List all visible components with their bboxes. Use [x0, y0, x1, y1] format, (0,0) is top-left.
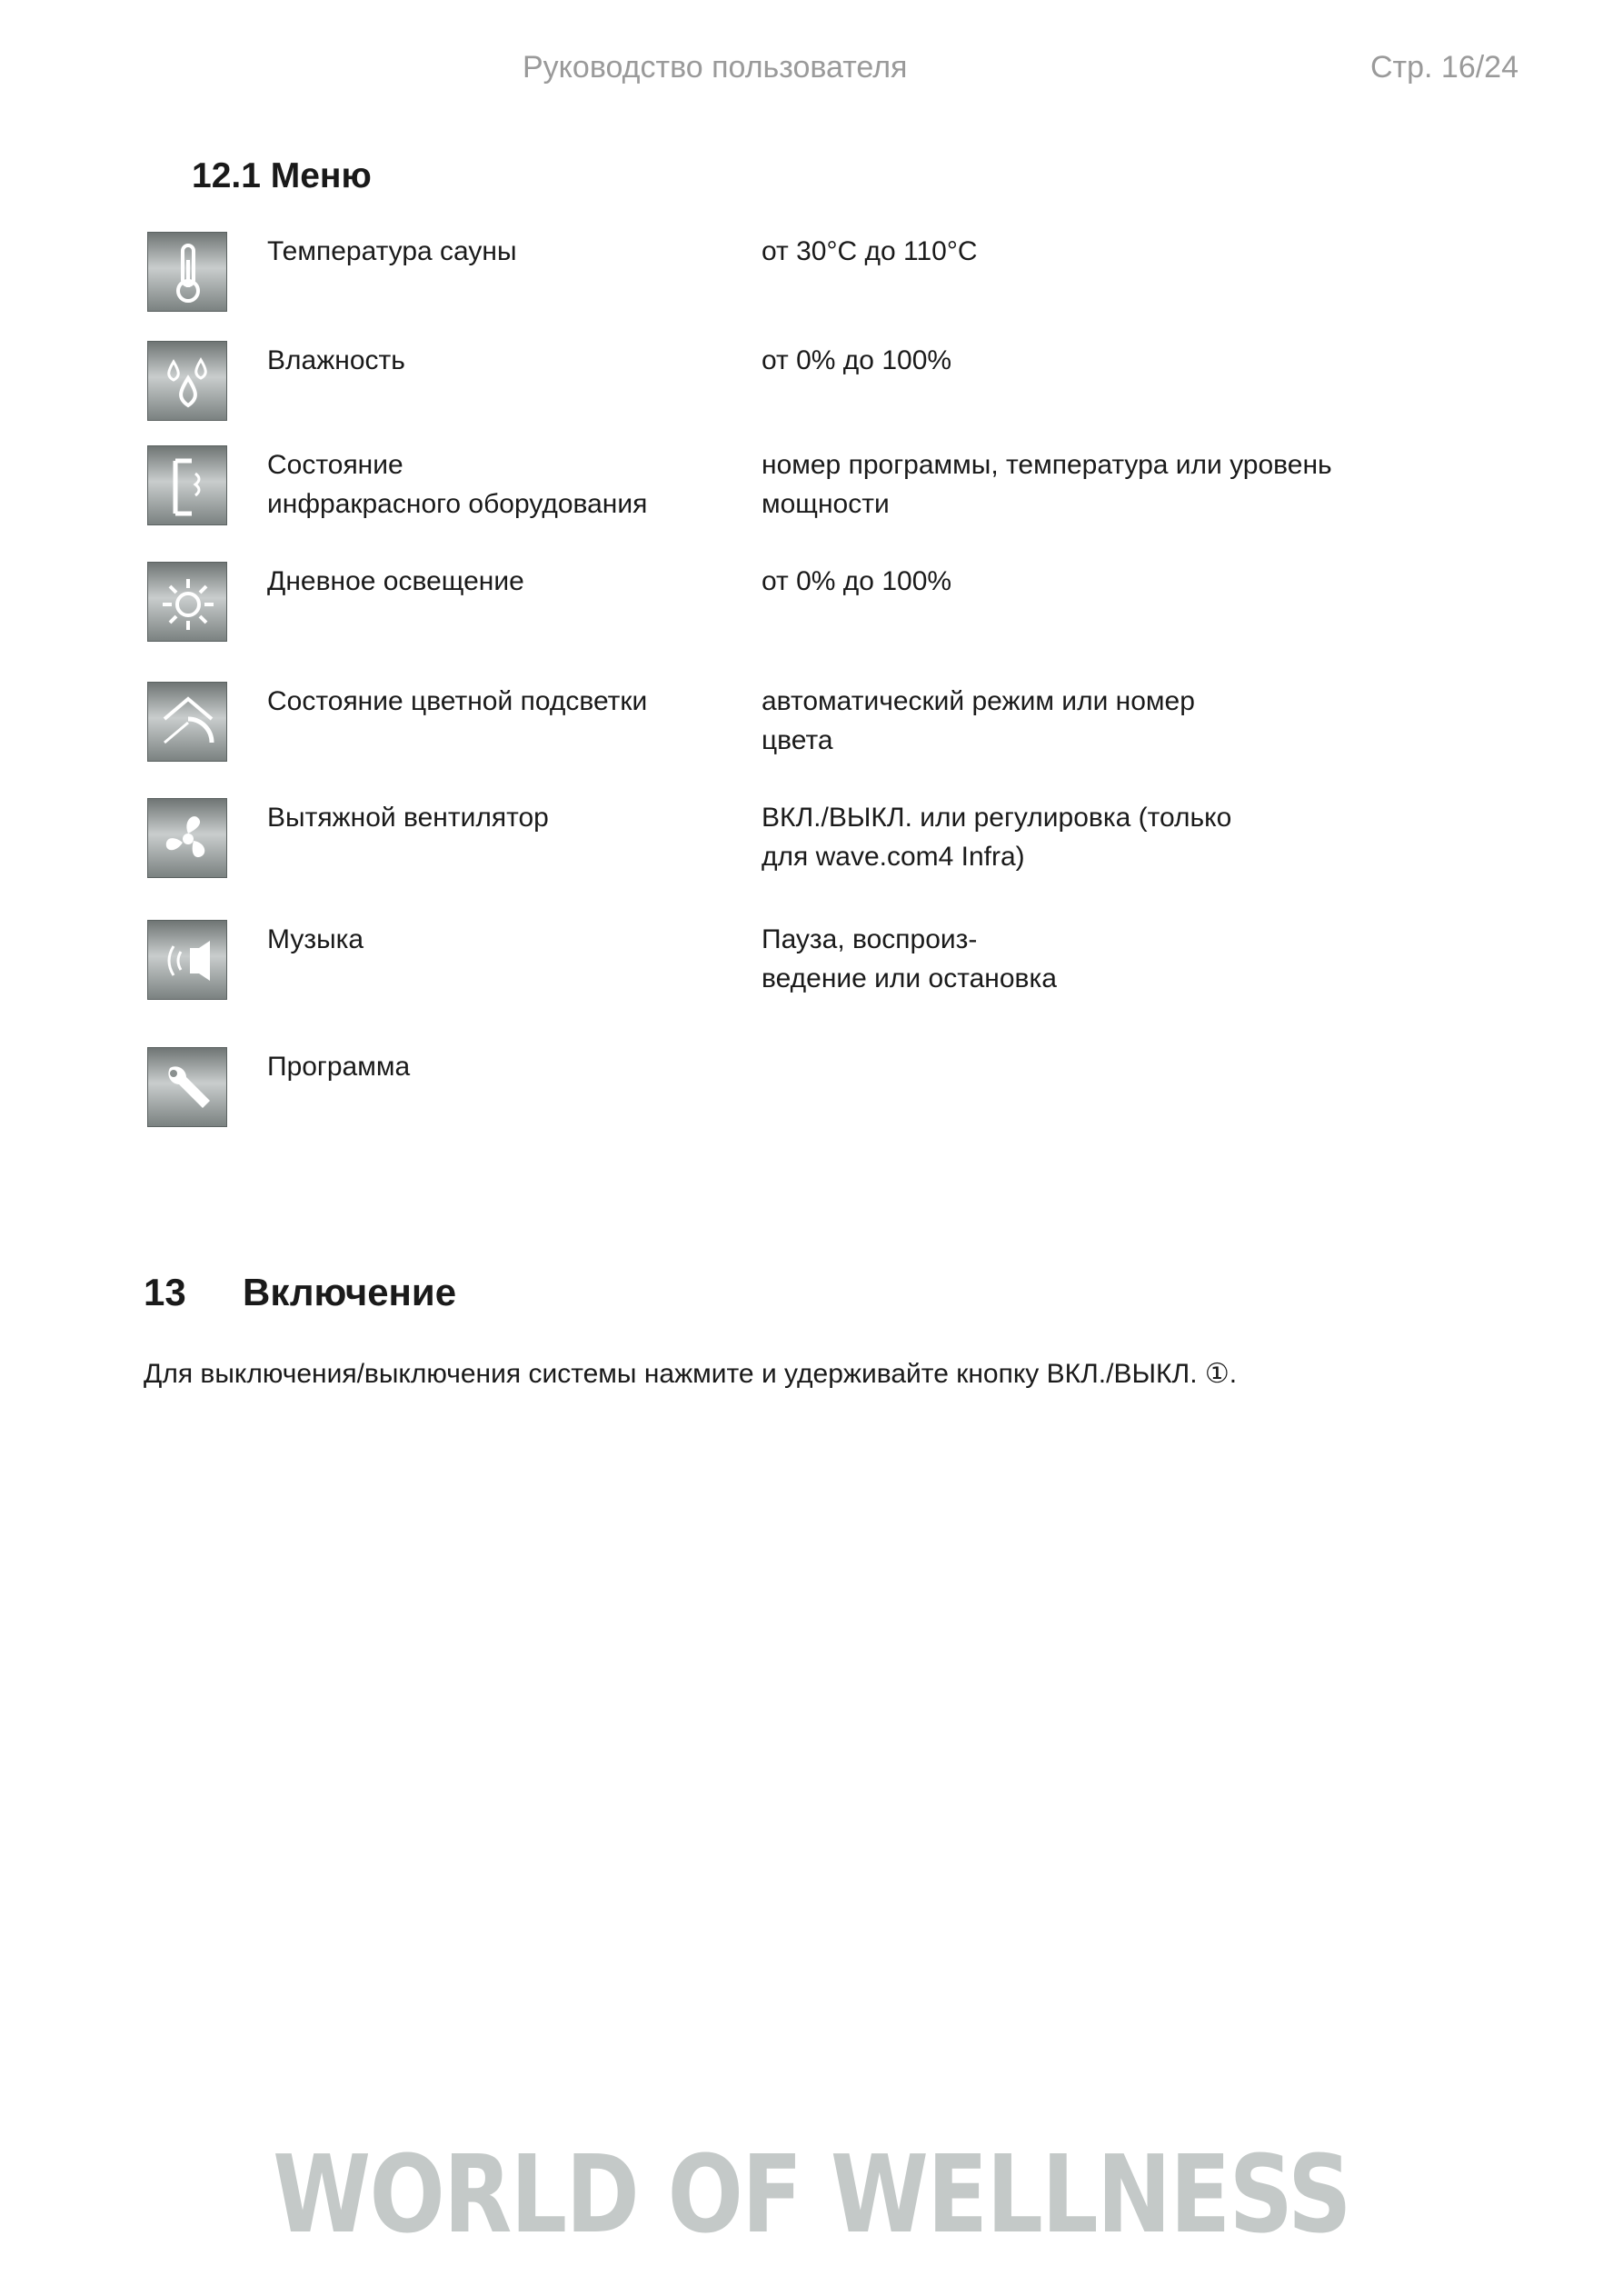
thermometer-icon [147, 232, 227, 312]
humidity-drops-icon [147, 341, 227, 421]
menu-item-label: Влажность [267, 345, 405, 375]
section-number: 13 [144, 1271, 186, 1313]
menu-item-daylight [0, 562, 1623, 644]
speaker-icon [147, 920, 227, 1000]
menu-item-label: Состояние инфракрасного оборудования [267, 450, 648, 519]
menu-item-label: Программа [267, 1052, 411, 1082]
brand-logo-text: WORLD OF WELLNESS [273, 2131, 1350, 2257]
menu-item-label: Температура сауны [267, 236, 517, 266]
menu-item-value: от 0% до 100% [762, 566, 952, 596]
color-light-icon [147, 682, 227, 762]
menu-item-label: Состояние цветной подсветки [267, 686, 648, 716]
menu-item-music [0, 920, 1623, 1002]
wrench-icon [147, 1047, 227, 1127]
menu-item-value: от 30°C до 110°C [762, 236, 978, 266]
menu-item-fan [0, 798, 1623, 880]
menu-item-value: ВКЛ./ВЫКЛ. или регулировка (только для wave.com4 Infra) [762, 803, 1232, 872]
menu-item-color-light [0, 682, 1623, 764]
menu-item-value: автоматический режим или номер цвета [762, 686, 1195, 755]
paragraph: Для выключения/выключения системы нажмите и удерживайте кнопку ВКЛ./ВЫКЛ. ①. [144, 1359, 1238, 1389]
section-title: Включение [243, 1271, 457, 1313]
page-number: Стр. 16/24 [1369, 50, 1518, 85]
menu-item-label: Вытяжной вентилятор [267, 803, 549, 833]
menu-item-label: Музыка [267, 924, 364, 954]
menu-item-value: номер программы, температура или уровень мощности [762, 450, 1332, 519]
menu-item-infrared [0, 445, 1623, 527]
menu-item-program [0, 1047, 1623, 1129]
menu-item-label: Дневное освещение [267, 566, 524, 596]
menu-item-value: Пауза, воспроиз- ведение или остановка [762, 924, 1057, 993]
fan-icon [147, 798, 227, 878]
menu-item-humidity [0, 341, 1623, 423]
section-heading-menu: 12.1 Меню [192, 156, 372, 195]
header-title: Руководство пользователя [523, 50, 908, 85]
sun-icon [147, 562, 227, 642]
menu-item-value: от 0% до 100% [762, 345, 952, 375]
menu-item-temperature [0, 232, 1623, 314]
infrared-icon [147, 445, 227, 525]
